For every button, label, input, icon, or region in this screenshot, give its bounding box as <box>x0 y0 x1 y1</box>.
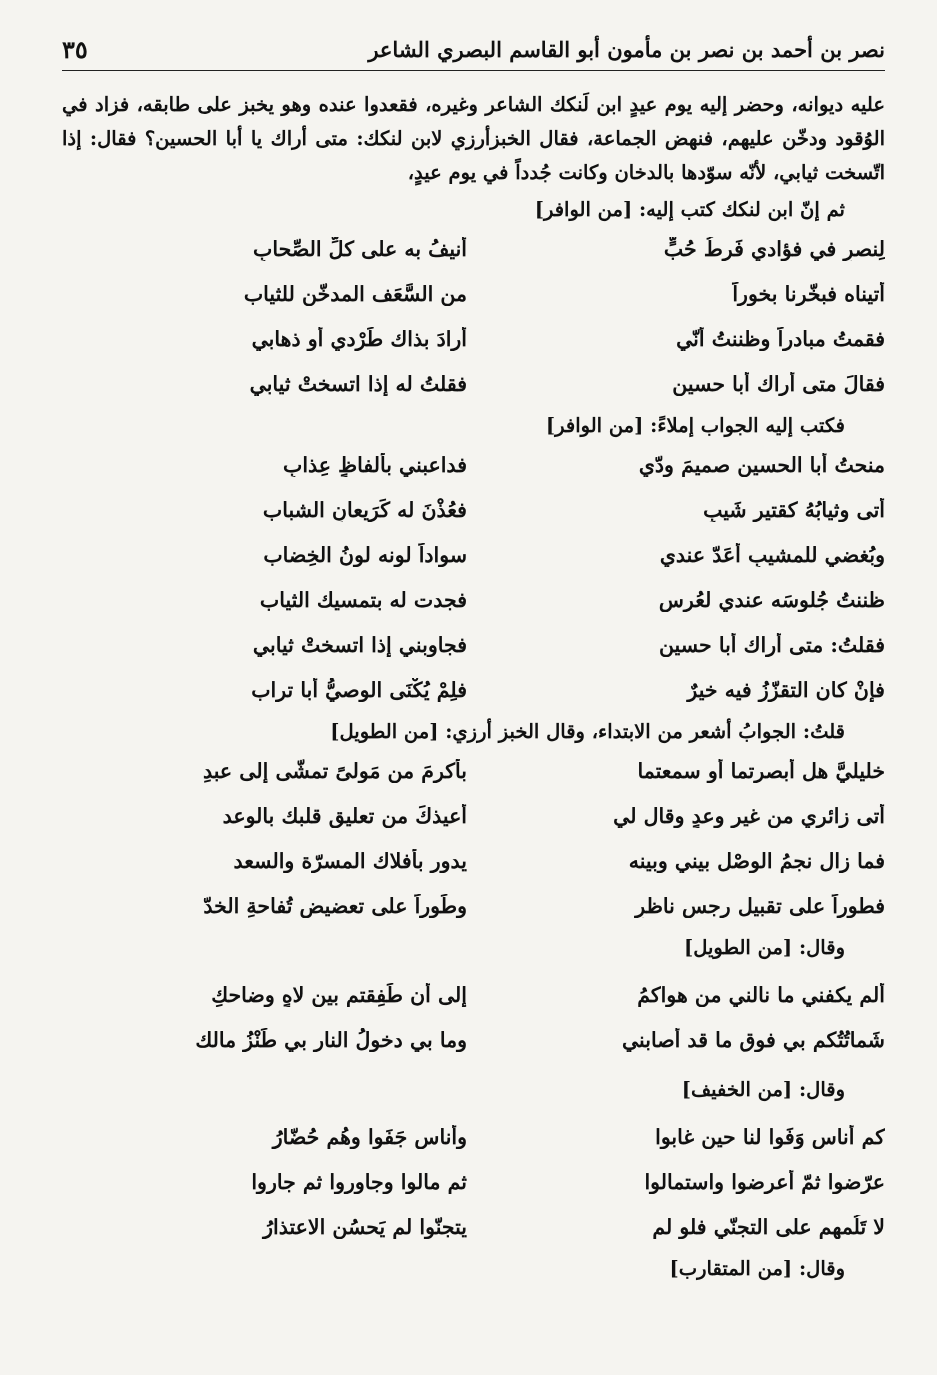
first-hemistich: فطوراً على تقبيل رجس ناظرٍ <box>635 893 885 918</box>
second-hemistich: أرادَ بذاك طَرْدي أو ذهابي <box>251 326 467 351</box>
first-hemistich: وبُغضي للمشيبِ أعَدّ عندي <box>659 542 885 567</box>
poem-intro: ثم إنّ ابن لنكك كتب إليه: [من الوافر] <box>534 198 845 221</box>
verse-line <box>62 1017 885 1062</box>
second-hemistich: فلِمْ يُكْنَى الوصيُّ أبا تراب <box>251 677 467 702</box>
second-hemistich: يدور بأفلاك المسرّة والسعد <box>233 848 467 873</box>
verse-line <box>62 667 885 712</box>
verse-line <box>62 793 885 838</box>
second-hemistich: يتجنّوا لم يَحسُنِ الاعتذارُ <box>263 1214 467 1239</box>
second-hemistich: سواداً لونه لونُ الخِضاب <box>263 542 467 567</box>
first-hemistich: فقالَ متى أراك أبا حسينٍ <box>672 371 885 396</box>
first-hemistich: كم أُناسٍ وَفَوا لنا حين غابوا <box>655 1124 885 1149</box>
first-hemistich: فقمتُ مبادراً وظننتُ أنّي <box>676 326 885 351</box>
second-hemistich: إلى أن طَفِقتم بين لاهٍ وضاحكِ <box>211 982 467 1007</box>
first-hemistich: أتيناه فبخّرنا بخوراً <box>732 281 885 306</box>
first-hemistich: فما زال نجمُ الوصْل بيني وبينه <box>628 848 885 873</box>
poem <box>62 748 885 928</box>
verse-line <box>62 271 885 316</box>
first-hemistich: أتى زائري من غير وعدٍ وقال لي <box>613 803 885 828</box>
first-hemistich: خليليَّ هل أبصرتما أو سمعتما <box>637 758 885 783</box>
verse-line <box>62 226 885 271</box>
verse-line <box>62 622 885 667</box>
second-hemistich: وما بي دخولُ النار بي طَنْزُ مالك <box>195 1027 467 1052</box>
second-hemistich: أنيفُ به على كلِّ الصِّحابِ <box>253 236 467 261</box>
verse-line <box>62 532 885 577</box>
header-title: نصر بن أحمد بن نصر بن مأمون أبو القاسم البصري الشاعر <box>368 36 885 62</box>
first-hemistich: لا تَلُمهم على التجنّي فلو لم <box>652 1214 885 1239</box>
verse-line <box>62 316 885 361</box>
verse-line <box>62 1114 885 1159</box>
first-hemistich: أتى وثيابُهُ كقتيرِ شَيبٍ <box>703 497 885 522</box>
second-hemistich: وأُناس جَفَوا وهُم حُضّارُ <box>272 1124 467 1149</box>
verse-line <box>62 577 885 622</box>
verse-line <box>62 442 885 487</box>
verse-line <box>62 1159 885 1204</box>
second-hemistich: ثم مالوا وجاوروا ثم جاروا <box>251 1169 467 1194</box>
first-hemistich: ألم يكفني ما نالني من هواكمُ <box>637 982 885 1007</box>
running-header <box>62 28 885 71</box>
first-hemistich: لِنصرٍ في فؤادي فَرطُ حُبٍّ <box>663 236 885 261</box>
verse-line <box>62 838 885 883</box>
poem-intro: وقال: [من الخفيف] <box>681 1078 845 1101</box>
prose-paragraph: عليه ديوانه، وحضر إليه يوم عيدٍ ابن لَنكك الشاعر وغيره، فقعدوا عنده وهو يخبز على طابقه، فزاد في الوُقود ودخّن عليهم، فنهض الجماعة، فقال الخبزأرزي لابن لنكك: متى أراك يا أبا الحسين؟ فقال: إذا اتّسخت ثيابي، لأنّه سوّدها بالدخان وكانت جُدداً في يوم عيدٍ، <box>62 93 885 184</box>
poem-intro: قلتُ: الجوابُ أشعر من الابتداء، وقال الخبز أرزي: [من الطويل] <box>330 720 845 743</box>
second-hemistich: فجدت له بتمسيك الثياب <box>259 587 467 612</box>
second-hemistich: وطَوراً على تعضيض تُفاحةِ الخدّ <box>203 893 467 918</box>
second-hemistich: من السَّعَف المدخّن للثياب <box>243 281 467 306</box>
poem <box>62 972 885 1062</box>
second-hemistich: فجاوبني إذا اتسختْ ثيابي <box>252 632 467 657</box>
second-hemistich: أُعيذكَ من تعليق قلبك بالوعد <box>222 803 467 828</box>
second-hemistich: بأكرمَ من مَولىً تمشّى إلى عبدِ <box>202 758 467 783</box>
first-hemistich: منحتُ أبا الحسينِ صميمَ ودّي <box>638 452 885 477</box>
poem <box>62 226 885 406</box>
first-hemistich: عرّضوا ثمّ أعرضوا واستمالوا <box>644 1169 885 1194</box>
second-hemistich: فداعبني بألفاظٍ عِذابِ <box>283 452 467 477</box>
second-hemistich: فقلتُ له إذا اتسختْ ثيابي <box>249 371 467 396</box>
verse-line <box>62 748 885 793</box>
page-body <box>62 88 885 1285</box>
verse-line <box>62 487 885 532</box>
first-hemistich: فإنْ كان التقزّزُ فيه خيرٌ <box>687 677 885 702</box>
poem-intro: وقال: [من المتقارب] <box>669 1257 845 1280</box>
page-number: ٣٥ <box>62 34 88 64</box>
poem <box>62 1114 885 1249</box>
first-hemistich: شَماتُتُكم بي فوق ما قد أصابني <box>621 1027 885 1052</box>
verse-line <box>62 361 885 406</box>
first-hemistich: فقلتُ: متى أراك أبا حسين <box>658 632 885 657</box>
poem <box>62 442 885 712</box>
second-hemistich: فعُذْنَ له كَرَيعانِ الشباب <box>262 497 467 522</box>
poem-intro: وقال: [من الطويل] <box>684 936 845 959</box>
poem-intro: فكتب إليه الجواب إملاءً: [من الوافر] <box>545 414 845 437</box>
verse-line <box>62 883 885 928</box>
verse-line <box>62 972 885 1017</box>
first-hemistich: ظننتُ جُلوسَه عندي لعُرسٍ <box>658 587 885 612</box>
verse-line <box>62 1204 885 1249</box>
